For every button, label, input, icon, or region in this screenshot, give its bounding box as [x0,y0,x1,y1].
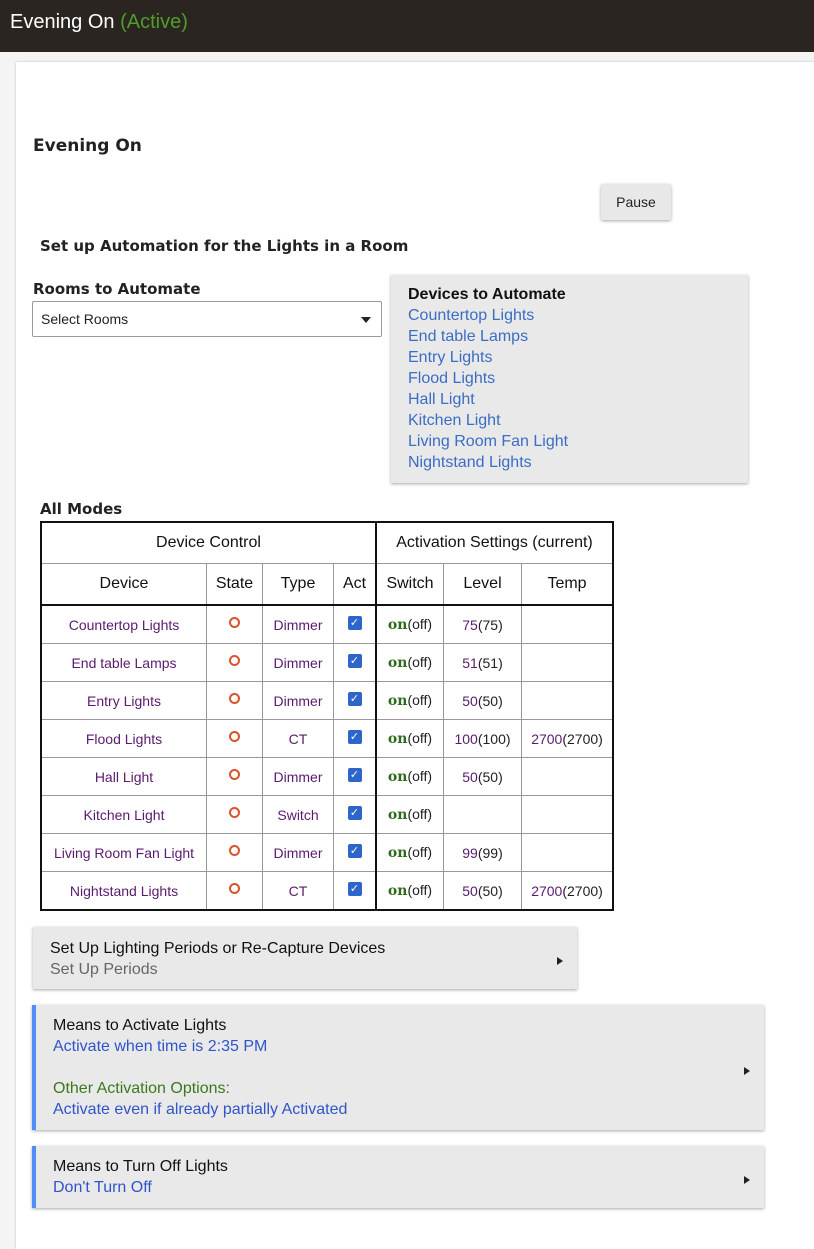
col-level: Level [444,564,522,606]
checkbox-checked-icon[interactable]: ✓ [348,768,362,782]
section-heading: Set up Automation for the Lights in a Room [40,237,409,255]
temp-cell[interactable] [522,682,614,720]
activate-card-line2: Activate even if already partially Activated [53,1101,348,1118]
col-type: Type [263,564,334,606]
level-setting: 99 [462,844,478,861]
level-current: (50) [477,768,503,785]
act-cell [334,758,377,796]
table-row [41,682,613,720]
temp-setting: 2700 [531,882,563,899]
device-table [40,521,614,911]
level-current: (50) [477,882,503,899]
temp-cell[interactable] [522,834,614,872]
temp-current: (2700) [562,730,603,747]
modes-label: All Modes [40,500,123,518]
switch-cell[interactable] [376,605,444,644]
device-link[interactable]: Nightstand Lights [408,454,532,471]
expand-arrow-icon [744,1067,750,1075]
temp-cell[interactable] [522,720,614,758]
switch-setting: on [387,769,408,785]
state-off-icon[interactable] [229,807,240,818]
state-cell [207,644,263,682]
state-off-icon[interactable] [229,845,240,856]
checkbox-checked-icon[interactable]: ✓ [348,730,362,744]
device-link[interactable]: Hall Light [408,391,475,408]
col-device: Device [41,564,207,606]
top-bar [0,0,814,52]
temp-cell[interactable] [522,758,614,796]
table-row [41,796,613,834]
table-row [41,605,613,644]
level-cell[interactable] [444,720,522,758]
temp-setting: 2700 [531,730,563,747]
table-row [41,644,613,682]
lighting-periods-card[interactable] [33,927,577,989]
state-off-icon[interactable] [229,655,240,666]
col-state: State [207,564,263,606]
checkbox-checked-icon[interactable]: ✓ [348,806,362,820]
device-link[interactable]: Kitchen Light [408,412,501,429]
act-cell [334,720,377,758]
temp-cell[interactable] [522,872,614,911]
state-off-icon[interactable] [229,769,240,780]
header-status: (Active) [120,11,188,33]
level-cell[interactable] [444,872,522,911]
col-temp: Temp [522,564,614,606]
switch-setting: on [387,655,408,671]
page-title: Evening On [33,136,142,156]
device-link[interactable]: Entry Lights [408,349,493,366]
level-cell[interactable] [444,644,522,682]
device-name-link[interactable]: Living Room Fan Light [41,834,207,872]
act-cell [334,834,377,872]
temp-cell[interactable] [522,644,614,682]
device-name-link[interactable]: Nightstand Lights [41,872,207,911]
device-control-header: Device Control [41,522,376,564]
switch-cell[interactable] [376,796,444,834]
rooms-select-placeholder: Select Rooms [41,311,129,327]
level-setting: 100 [454,730,478,747]
checkbox-checked-icon[interactable]: ✓ [348,692,362,706]
device-link[interactable]: Flood Lights [408,370,496,387]
level-current: (51) [477,654,503,671]
level-setting: 50 [462,768,478,785]
devices-to-automate-box [391,275,748,483]
device-name-link[interactable]: Hall Light [41,758,207,796]
device-name-link[interactable]: End table Lamps [41,644,207,682]
device-name-link[interactable]: Kitchen Light [41,796,207,834]
state-cell [207,872,263,911]
switch-setting: on [387,807,408,823]
state-off-icon[interactable] [229,617,240,628]
act-cell [334,605,377,644]
turnoff-card-title: Means to Turn Off Lights [53,1158,228,1175]
checkbox-checked-icon[interactable]: ✓ [348,616,362,630]
rooms-select[interactable] [32,301,382,337]
level-setting: 51 [462,654,478,671]
act-cell [334,796,377,834]
device-type[interactable]: Dimmer [263,758,334,796]
level-cell[interactable] [444,758,522,796]
switch-current: (off) [407,730,433,746]
device-name-link[interactable]: Flood Lights [41,720,207,758]
switch-cell[interactable] [376,758,444,796]
caret-down-icon [361,317,371,323]
switch-current: (off) [407,882,433,898]
header-title: Evening On [10,11,115,33]
table-row [41,872,613,911]
table-row [41,720,613,758]
other-activation-label: Other Activation Options: [53,1080,230,1097]
device-type[interactable]: Dimmer [263,682,334,720]
switch-setting: on [387,731,408,747]
level-setting: 50 [462,882,478,899]
state-cell [207,720,263,758]
device-type[interactable]: Switch [263,796,334,834]
device-name-link[interactable]: Entry Lights [41,682,207,720]
device-name-link[interactable]: Countertop Lights [41,605,207,644]
act-cell [334,644,377,682]
act-cell [334,872,377,911]
turn-off-lights-card[interactable] [32,1146,764,1208]
periods-card-subtitle: Set Up Periods [50,961,158,978]
state-cell [207,758,263,796]
device-type[interactable]: Dimmer [263,605,334,644]
turnoff-card-line1: Don't Turn Off [53,1179,152,1196]
switch-cell[interactable] [376,834,444,872]
device-type[interactable]: Dimmer [263,834,334,872]
checkbox-checked-icon[interactable]: ✓ [348,882,362,896]
device-link[interactable]: Living Room Fan Light [408,433,569,450]
state-cell [207,682,263,720]
switch-current: (off) [407,768,433,784]
device-type[interactable]: CT [263,720,334,758]
switch-cell[interactable] [376,872,444,911]
temp-current: (2700) [562,882,603,899]
state-cell [207,605,263,644]
switch-cell[interactable] [376,644,444,682]
switch-cell[interactable] [376,682,444,720]
level-cell[interactable] [444,682,522,720]
device-link[interactable]: End table Lamps [408,328,529,345]
pause-button[interactable]: Pause [601,184,671,220]
switch-cell[interactable] [376,720,444,758]
switch-current: (off) [407,692,433,708]
switch-current: (off) [407,844,433,860]
device-type[interactable]: CT [263,872,334,911]
temp-cell[interactable] [522,796,614,834]
table-row [41,834,613,872]
temp-cell[interactable] [522,605,614,644]
device-table-body [41,605,613,910]
level-current: (75) [477,616,503,633]
rooms-label: Rooms to Automate [33,280,201,298]
state-off-icon[interactable] [229,731,240,742]
periods-card-title: Set Up Lighting Periods or Re-Capture Devices [50,940,386,957]
level-setting: 75 [462,616,478,633]
switch-current: (off) [407,616,433,632]
level-current: (50) [477,692,503,709]
level-cell[interactable] [444,796,522,834]
checkbox-checked-icon[interactable]: ✓ [348,844,362,858]
activate-card-title: Means to Activate Lights [53,1017,227,1034]
col-act: Act [334,564,377,606]
expand-arrow-icon [744,1176,750,1184]
activate-card-line1: Activate when time is 2:35 PM [53,1038,268,1055]
level-cell[interactable] [444,605,522,644]
devices-box-title: Devices to Automate [408,286,566,303]
switch-setting: on [387,845,408,861]
state-cell [207,834,263,872]
checkbox-checked-icon[interactable]: ✓ [348,654,362,668]
device-type[interactable]: Dimmer [263,644,334,682]
level-setting: 50 [462,692,478,709]
table-row [41,758,613,796]
state-cell [207,796,263,834]
state-off-icon[interactable] [229,693,240,704]
activation-settings-header: Activation Settings (current) [376,522,613,564]
switch-setting: on [387,883,408,899]
level-cell[interactable] [444,834,522,872]
device-link[interactable]: Countertop Lights [408,307,535,324]
switch-current: (off) [407,654,433,670]
expand-arrow-icon [557,957,563,965]
level-current: (99) [477,844,503,861]
state-off-icon[interactable] [229,883,240,894]
switch-setting: on [387,617,408,633]
switch-setting: on [387,693,408,709]
level-current: (100) [477,730,511,747]
activate-lights-card[interactable] [32,1005,764,1130]
col-switch: Switch [376,564,444,606]
switch-current: (off) [407,806,433,822]
act-cell [334,682,377,720]
